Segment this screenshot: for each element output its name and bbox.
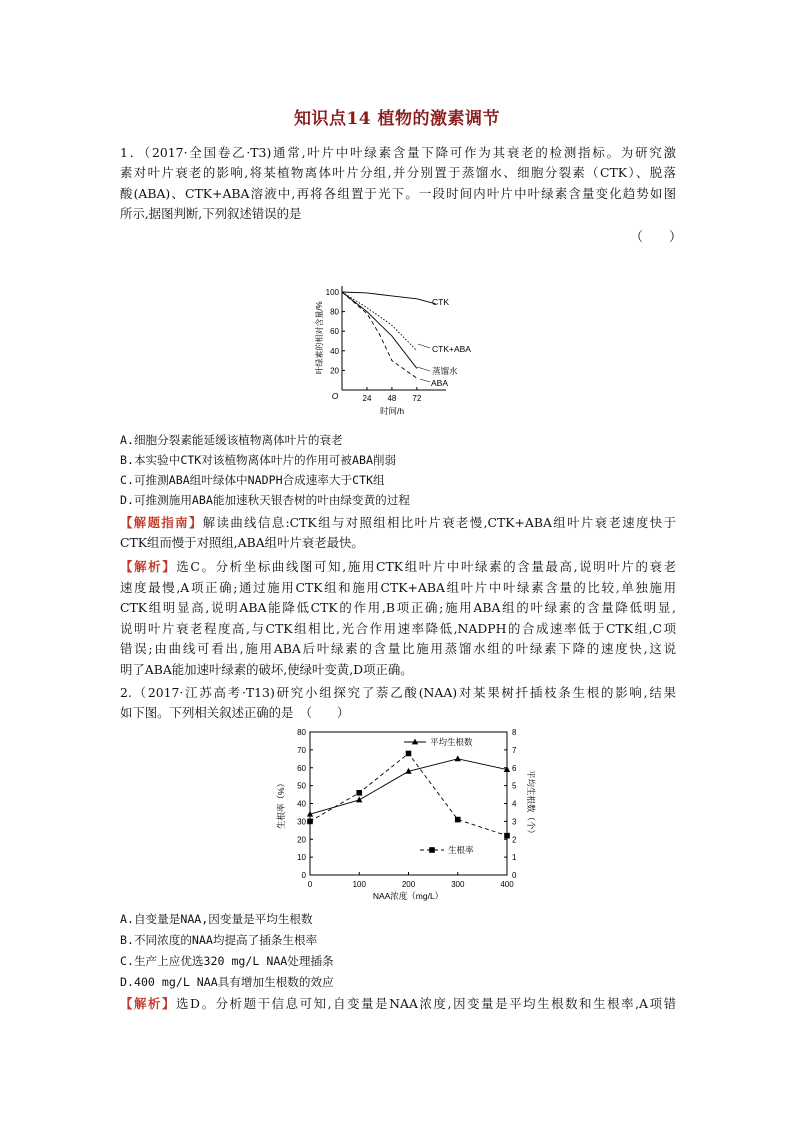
q2-option-c: C.生产上应优选320 mg/L NAA处理插条 <box>120 954 334 968</box>
q1-analysis-line: 明了ABA能加速叶绿素的破坏,使绿叶变黄,D项正确。 <box>120 662 413 677</box>
x-tick-label: 0 <box>307 880 313 889</box>
left-y-tick-label: 20 <box>297 835 306 845</box>
q2-option-b: B.不同浓度的NAA均提高了插条生根率 <box>120 933 318 947</box>
q1-text-line: 素对叶片衰老的影响,将某植物离体叶片分组,并分别置于蒸馏水、细胞分裂素（CTK）、脱落 <box>120 165 676 180</box>
q1-option-b: B.本实验中CTK对该植物离体叶片的作用可被ABA削弱 <box>120 453 397 467</box>
series-line-CTK <box>342 292 436 304</box>
q1-option-c: C.可推测ABA组叶绿体中NADPH合成速率大于CTK组 <box>120 473 385 487</box>
q1-text-line: 1．（2017·全国卷乙·T3)通常,叶片中叶绿素含量下降可作为其衰老的检测指标。为研究激 <box>120 145 676 160</box>
right-y-tick-label: 1 <box>512 853 517 863</box>
q2-option-d: D.400 mg/L NAA具有增加生根数的效应 <box>120 975 334 989</box>
y-tick-label: 60 <box>330 327 339 337</box>
legend-label: 生根率 <box>448 845 474 855</box>
analysis-tag: 【解析】 <box>120 559 177 574</box>
y-tick-label: 40 <box>330 346 339 356</box>
series-line-平均生根数 <box>310 759 507 814</box>
legend-triangle <box>412 739 418 745</box>
left-y-tick-label: 10 <box>297 853 306 863</box>
q1-analysis-line: CTK组明显高,说明ABA能降低CTK的作用,B项正确;施用ABA组的叶绿素的含量降低明显, <box>120 600 676 615</box>
analysis-text: 选D。分析题干信息可知,自变量是NAA浓度,因变量是平均生根数和生根率,A项错 <box>176 996 676 1011</box>
leader-line <box>418 344 430 348</box>
q1-analysis-line: 说明叶片衰老程度高,与CTK组相比,光合作用速率降低,NADPH的合成速率低于CTK组,C项 <box>120 621 676 636</box>
x-tick-label: 400 <box>500 880 514 889</box>
data-point-triangle <box>455 755 461 761</box>
x-tick-label: 24 <box>362 394 372 403</box>
origin-label: O <box>331 391 339 401</box>
series-line-ABA <box>342 292 417 378</box>
chart-chlorophyll <box>300 278 500 420</box>
right-y-tick-label: 5 <box>512 781 517 791</box>
x-tick-label: 300 <box>451 880 465 889</box>
left-y-tick-label: 60 <box>297 763 306 773</box>
analysis-text: 选C。分析坐标曲线图可知,施用CTK组叶片中叶绿素的含量最高,说明叶片的衰老 <box>176 559 676 574</box>
x-axis-label: 时间/h <box>379 406 405 416</box>
leader-line <box>417 367 430 371</box>
series-label: ABA <box>431 378 449 388</box>
series-label: 蒸馏水 <box>432 366 458 376</box>
x-tick-label: 200 <box>401 880 416 889</box>
left-y-tick-label: 80 <box>297 728 306 737</box>
series-line-生根率 <box>310 753 507 835</box>
series-line-蒸馏水 <box>342 292 417 368</box>
guide-text: 解读曲线信息:CTK组与对照组相比叶片衰老慢,CTK+ABA组叶片衰老速度快于 <box>202 515 676 530</box>
data-point-square <box>356 790 362 796</box>
data-point-triangle <box>356 797 362 803</box>
q2-option-a: A.自变量是NAA,因变量是平均生根数 <box>120 912 313 926</box>
x-tick-label: 72 <box>412 394 422 403</box>
x-tick-label: 48 <box>387 394 397 403</box>
data-point-square <box>406 751 412 757</box>
q1-analysis-line: 速度最慢,A项正确;通过施用CTK组和施用CTK+ABA组叶片中叶绿素含量的比较,单独施用 <box>120 580 676 595</box>
y-tick-label: 80 <box>330 307 339 317</box>
q2-text-line: 如下图。下列相关叙述正确的是 （ ） <box>120 705 350 720</box>
chart-naa-rooting <box>270 724 540 904</box>
right-y-tick-label: 3 <box>512 817 517 827</box>
series-label: CTK <box>432 297 449 307</box>
right-y-tick-label: 7 <box>512 745 517 755</box>
left-y-tick-label: 70 <box>297 745 306 755</box>
left-y-tick-label: 30 <box>297 817 306 827</box>
y-axis-label: 叶绿素的相对含量/% <box>315 301 324 375</box>
q1-analysis-line: 错误;由曲线可看出,施用ABA后叶绿素的含量比施用蒸馏水组的叶绿素下降的速度快,这说 <box>120 641 676 656</box>
legend-square <box>429 847 435 853</box>
x-tick-label: 100 <box>352 880 366 889</box>
right-y-tick-label: 4 <box>512 799 517 809</box>
data-point-square <box>307 819 313 825</box>
q1-guide-line <box>120 513 676 533</box>
q1-text-line: 酸(ABA)、CTK+ABA溶液中,再将各组置于光下。一段时间内叶片中叶绿素含量变化趋势如图 <box>120 186 676 201</box>
leader-line <box>420 379 430 382</box>
q1-guide-line: CTK组而慢于对照组,ABA组叶片衰老最快。 <box>120 535 364 550</box>
q2-analysis-line <box>120 994 676 1014</box>
x-axis-label: NAA浓度（mg/L） <box>372 891 444 901</box>
right-y-tick-label: 0 <box>512 871 517 880</box>
right-axis-label: 平均生根数（个） <box>526 769 536 839</box>
data-point-square <box>504 833 510 839</box>
y-tick-label: 20 <box>330 366 339 376</box>
q1-analysis-line <box>120 557 676 577</box>
answer-blank: （ ） <box>630 230 683 245</box>
right-y-tick-label: 2 <box>512 835 517 845</box>
legend-label: 平均生根数 <box>430 737 473 747</box>
guide-tag: 【解题指南】 <box>120 515 203 530</box>
page-title: 知识点14 植物的激素调节 <box>293 109 501 129</box>
left-y-tick-label: 0 <box>301 871 306 880</box>
left-y-tick-label: 50 <box>297 781 306 791</box>
q1-option-d: D.可推测施用ABA能加速秋天银杏树的叶由绿变黄的过程 <box>120 493 410 507</box>
right-y-tick-label: 8 <box>512 728 517 737</box>
right-y-tick-label: 6 <box>512 763 517 773</box>
data-point-square <box>455 817 461 823</box>
q2-text-line: 2.（2017·江苏高考·T13)研究小组探究了萘乙酸(NAA)对某果树扦插枝条生根的影响,结果 <box>120 685 676 700</box>
y-tick-label: 100 <box>325 288 339 297</box>
q1-option-a: A.细胞分裂素能延缓该植物离体叶片的衰老 <box>120 433 343 447</box>
analysis-tag: 【解析】 <box>120 996 177 1011</box>
series-label: CTK+ABA <box>432 344 471 354</box>
left-axis-label: 生根率（%） <box>276 778 286 830</box>
left-y-tick-label: 40 <box>297 799 306 809</box>
q1-text-line: 所示,据图判断,下列叙述错误的是 <box>120 206 302 221</box>
